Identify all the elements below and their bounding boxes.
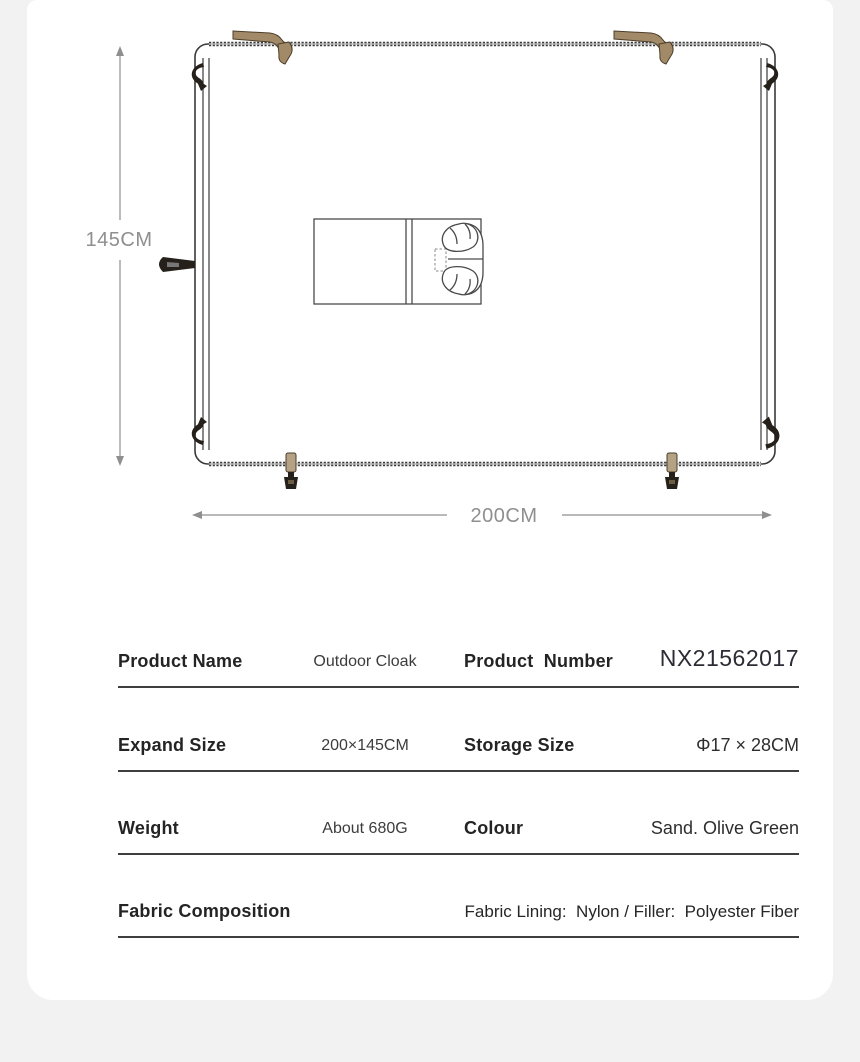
spec-label-product-number: Product Number (464, 651, 614, 671)
blanket-outline (195, 44, 775, 464)
rolled-section (442, 223, 483, 295)
width-dimension-arrow (192, 505, 772, 527)
spec-label-expand-size: Expand Size (118, 735, 227, 755)
spec-row-product (118, 630, 799, 688)
spec-value-product-name: Outdoor Cloak (313, 653, 417, 670)
spec-value-weight: About 680G (322, 820, 408, 837)
spec-label-weight: Weight (118, 818, 179, 838)
bottom-buckle-right (665, 453, 679, 489)
spec-table (118, 630, 799, 938)
spec-value-colour: Sand. Olive Green (650, 818, 799, 838)
height-dimension-arrow (86, 46, 153, 466)
height-dimension-label: 145CM (85, 229, 153, 251)
spec-label-product-name: Product Name (118, 651, 243, 671)
width-dimension-label: 200CM (470, 505, 538, 527)
spec-label-colour: Colour (464, 818, 524, 838)
bottom-buckle-left (284, 453, 298, 489)
folded-mat-illustration (314, 219, 483, 304)
spec-value-expand-size: 200×145CM (321, 737, 409, 754)
spec-label-storage-size: Storage Size (464, 735, 575, 755)
spec-value-storage-size: Φ17 × 28CM (696, 735, 799, 755)
spec-label-fabric-composition: Fabric Composition (118, 901, 291, 921)
side-clip (159, 257, 195, 272)
spec-row-size (118, 688, 799, 772)
spec-row-weight-colour (118, 772, 799, 855)
product-dimension-diagram (67, 20, 807, 550)
spec-value-product-number: NX21562017 (659, 645, 799, 671)
spec-row-fabric (118, 855, 799, 938)
spec-value-fabric-composition: Fabric Lining: Nylon / Filler: Polyester Fiber (464, 902, 799, 921)
product-spec-card (27, 0, 833, 1000)
